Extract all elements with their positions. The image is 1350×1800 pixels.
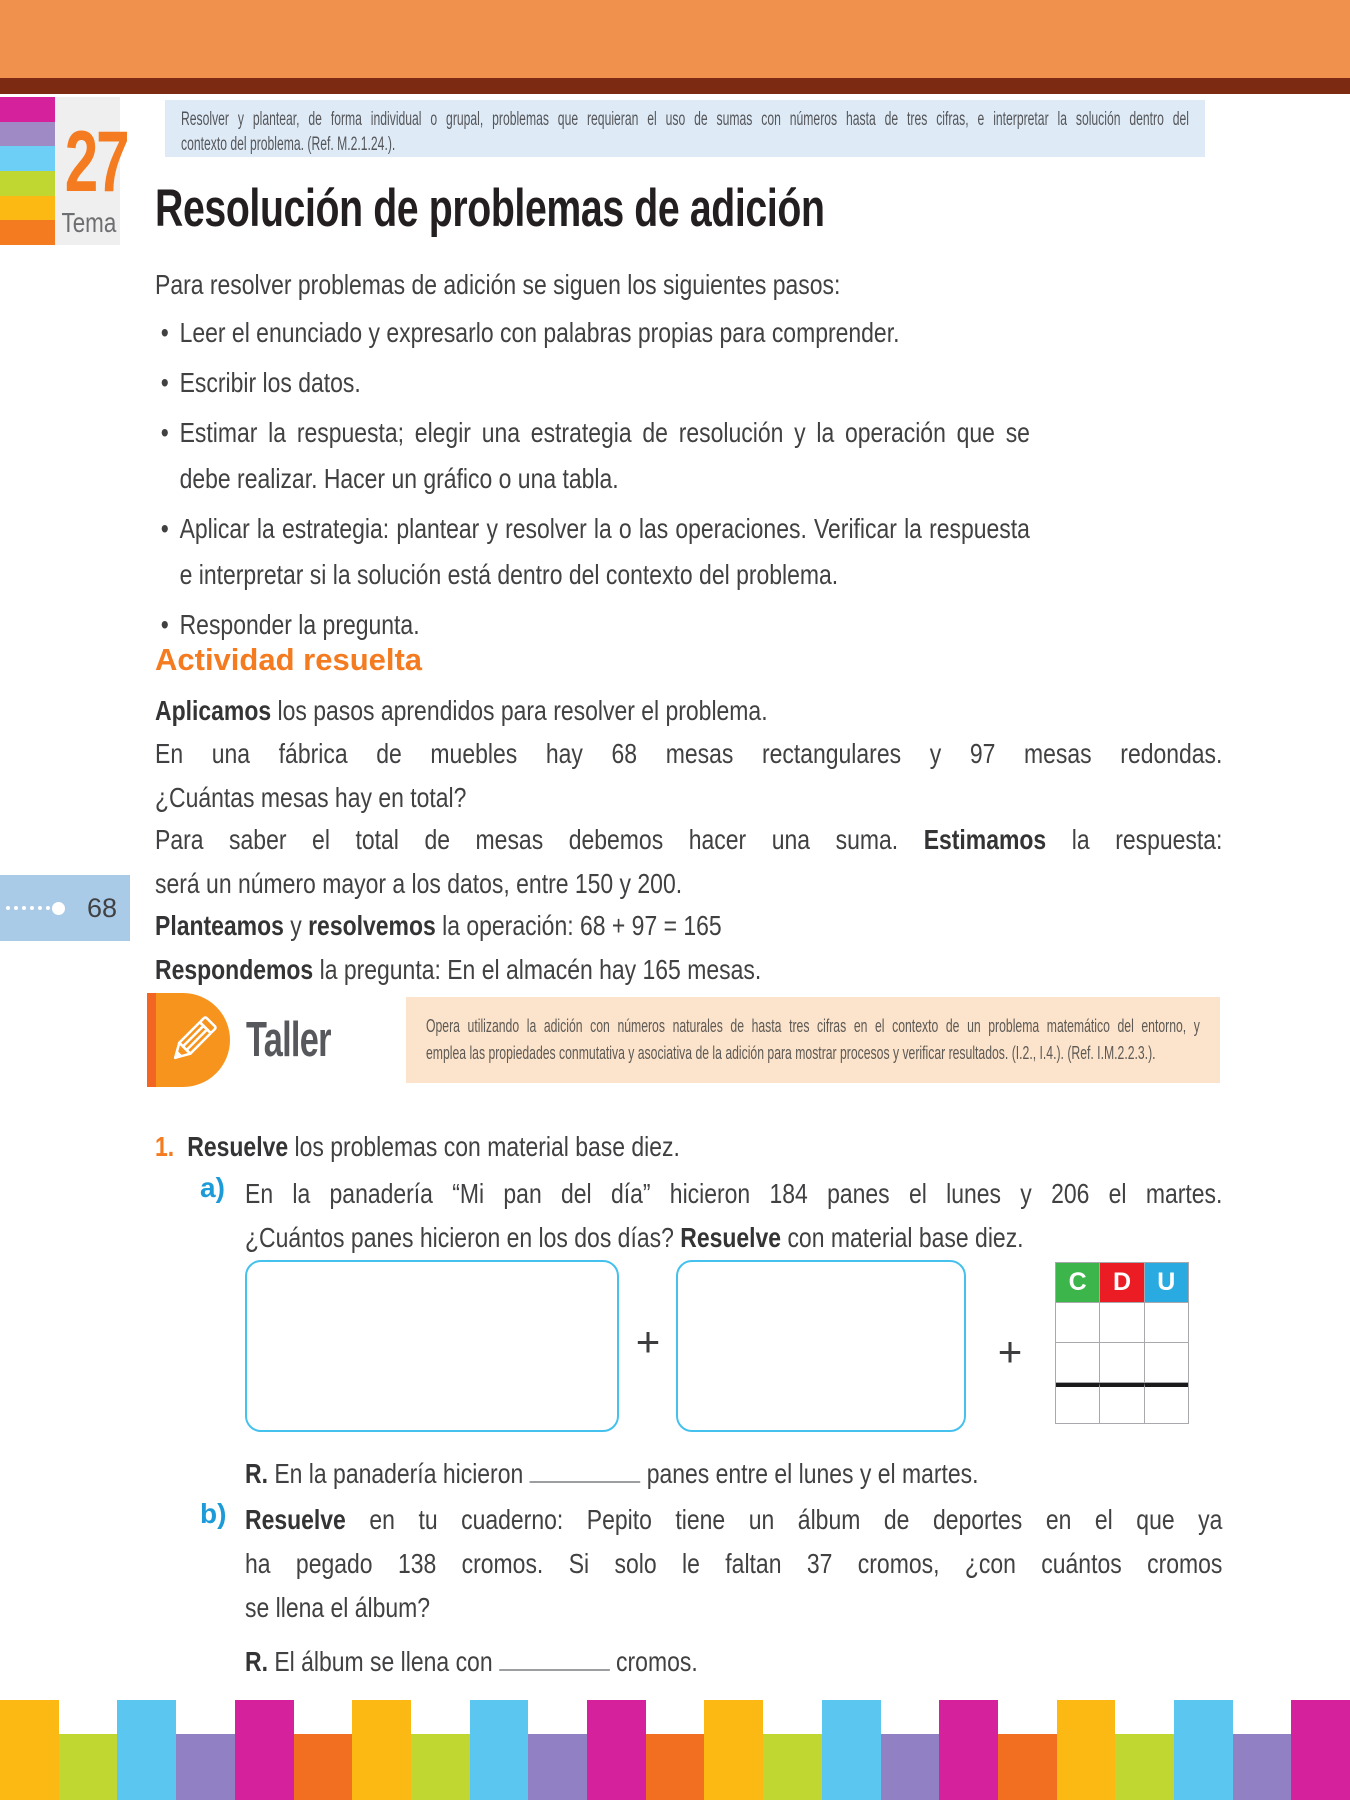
footer-bar — [1174, 1700, 1233, 1800]
activity-paragraph-operation: Planteamos y resolvemos la operación: 68 + 97 = 165 — [155, 910, 722, 941]
taller-description-box — [406, 997, 1220, 1083]
footer-bar — [587, 1700, 646, 1800]
taller-label: Taller — [246, 1013, 331, 1067]
taller-description-line1: Opera utilizando la adición con números naturales de hasta tres cifras en el contexto de un problema matemático del entorno, y — [426, 1015, 1200, 1036]
footer-bar — [998, 1734, 1057, 1800]
header-dark-rule — [0, 78, 1350, 94]
footer-bar — [822, 1700, 881, 1800]
bullet-item — [155, 310, 1030, 356]
topic-stripe — [0, 220, 55, 245]
activity-heading: Actividad resuelta — [155, 642, 423, 677]
activity-paragraph-problem: En una fábrica de muebles hay 68 mesas rectangulares y 97 mesas redondas. ¿Cuántas mesas hay en total? — [155, 738, 1223, 813]
activity-paragraph-answer: Respondemos la pregunta: En el almacén hay 165 mesas. — [155, 954, 762, 985]
objective-text-line1: Resolver y plantear, de forma individual o grupal, problemas que requieran el uso de sumas con números hasta de tres cifras, e interpretar la solución dentro del — [181, 109, 1189, 130]
topic-stripe — [0, 97, 55, 122]
footer-bar — [1057, 1700, 1116, 1800]
footer-bar — [881, 1734, 940, 1800]
answer-blank-b — [499, 1645, 610, 1671]
page-number: 68 — [87, 892, 118, 923]
plus-sign-2: + — [997, 1328, 1023, 1375]
bullet-text: • Aplicar la estrategia: plantear y resolver la o las operaciones. Verificar la respuesta — [179, 513, 1030, 544]
footer-bar — [117, 1700, 176, 1800]
item-b-text: Resuelve en tu cuaderno: Pepito tiene un álbum de deportes en el que ya ha pegado 138 cromos. Si solo le faltan 37 cromos, ¿con cuántos cromos se llena el álbum? — [245, 1504, 1223, 1623]
cdu-result-row — [1056, 1383, 1188, 1423]
cdu-cell — [1056, 1343, 1100, 1383]
cdu-cell — [1100, 1343, 1144, 1383]
footer-bar — [1291, 1700, 1350, 1800]
work-box-1 — [245, 1260, 619, 1432]
topic-tab — [0, 97, 128, 245]
footer-bar — [1115, 1734, 1174, 1800]
work-box-2 — [676, 1260, 966, 1432]
cdu-cell — [1145, 1303, 1188, 1343]
dotted-line — [6, 906, 50, 910]
topic-stripe — [0, 171, 55, 196]
bullet-text: • Responder la pregunta. — [179, 609, 420, 640]
steps-bullet-list — [155, 310, 1030, 652]
footer-bar — [528, 1734, 587, 1800]
footer-bar — [59, 1734, 118, 1800]
footer-stripes — [0, 1700, 1350, 1800]
bullet-item — [155, 410, 1030, 502]
exercise-lead: 1. Resuelve los problemas con material base diez. — [155, 1131, 680, 1162]
dot-icon — [52, 902, 65, 915]
footer-bar — [176, 1734, 235, 1800]
intro-lead: Para resolver problemas de adición se siguen los siguientes pasos: — [155, 269, 841, 300]
footer-bar — [939, 1700, 998, 1800]
objective-text-line2: contexto del problema. (Ref. M.2.1.24.). — [181, 134, 396, 155]
cdu-cell — [1145, 1343, 1188, 1383]
bullet-text: debe realizar. Hacer un gráfico o una tabla. — [179, 463, 619, 494]
footer-bar — [294, 1734, 353, 1800]
bullet-item — [155, 506, 1030, 598]
cdu-cell — [1145, 1383, 1188, 1423]
taller-strip — [147, 993, 1220, 1087]
cdu-place-value-table — [1055, 1262, 1189, 1424]
topic-tab-box — [55, 97, 128, 245]
footer-bar — [235, 1700, 294, 1800]
taller-description-line2: emplea las propiedades conmutativa y asociativa de la adición para mostrar procesos y verificar resultados. (I.2., I.4.). (Ref. I.M.2.2.3.). — [426, 1042, 1156, 1063]
cdu-header-tens: D — [1100, 1263, 1144, 1303]
cdu-cell — [1056, 1383, 1100, 1423]
topic-tab-stripes — [0, 97, 55, 245]
cdu-cell — [1100, 1303, 1144, 1343]
bullet-text: • Escribir los datos. — [179, 367, 361, 398]
footer-bar — [646, 1734, 705, 1800]
cdu-row — [1056, 1343, 1188, 1383]
footer-bar — [352, 1700, 411, 1800]
footer-bar — [763, 1734, 822, 1800]
answer-line-b: R. El álbum se llena con cromos. — [245, 1646, 698, 1677]
objective-box — [165, 100, 1205, 157]
cdu-cell — [1056, 1303, 1100, 1343]
cdu-row — [1056, 1303, 1188, 1343]
item-a-text: En la panadería “Mi pan del día” hicieron 184 panes el lunes y 206 el martes. ¿Cuántos panes hicieron en los dos días? Resuelve con material base diez. — [245, 1178, 1223, 1253]
footer-bar — [411, 1734, 470, 1800]
bullet-text: e interpretar si la solución está dentro del contexto del problema. — [179, 559, 839, 590]
topic-stripe — [0, 122, 55, 147]
plus-sign-1: + — [635, 1318, 661, 1365]
page-number-band — [0, 875, 130, 941]
topic-number: 27 — [64, 114, 128, 210]
topic-stripe — [0, 146, 55, 171]
answer-blank-a — [530, 1457, 641, 1483]
header-orange-bar — [0, 0, 1350, 78]
footer-bar — [704, 1700, 763, 1800]
bullet-text: • Estimar la respuesta; elegir una estrategia de resolución y la operación que se — [179, 417, 1030, 448]
pencil-icon — [162, 1009, 224, 1071]
activity-paragraph-aplicamos: Aplicamos los pasos aprendidos para resolver el problema. — [155, 695, 768, 726]
taller-icon-accent-bar — [147, 993, 156, 1087]
item-a-label: a) — [200, 1172, 225, 1203]
footer-bar — [470, 1700, 529, 1800]
bullet-text: • Leer el enunciado y expresarlo con palabras propias para comprender. — [179, 317, 900, 348]
exercise-number: 1. — [155, 1131, 175, 1162]
activity-paragraph-estimate: Para saber el total de mesas debemos hacer una suma. Estimamos la respuesta: será un número mayor a los datos, entre 150 y 200. — [155, 824, 1223, 899]
topic-label: Tema — [61, 207, 117, 238]
cdu-cell — [1100, 1383, 1144, 1423]
item-b-label: b) — [200, 1498, 227, 1529]
exercise-item-b — [200, 1498, 1222, 1630]
exercise-item-a — [200, 1172, 1222, 1260]
cdu-header-hundreds: C — [1056, 1263, 1100, 1303]
cdu-header-units: U — [1145, 1263, 1188, 1303]
answer-line-a: R. En la panadería hicieron panes entre el lunes y el martes. — [245, 1458, 979, 1489]
page-title: Resolución de problemas de adición — [155, 179, 825, 238]
footer-bar — [0, 1700, 59, 1800]
topic-stripe — [0, 196, 55, 221]
cdu-header-row — [1056, 1263, 1188, 1303]
footer-bar — [1233, 1734, 1292, 1800]
taller-icon — [156, 993, 230, 1087]
bullet-item — [155, 360, 1030, 406]
